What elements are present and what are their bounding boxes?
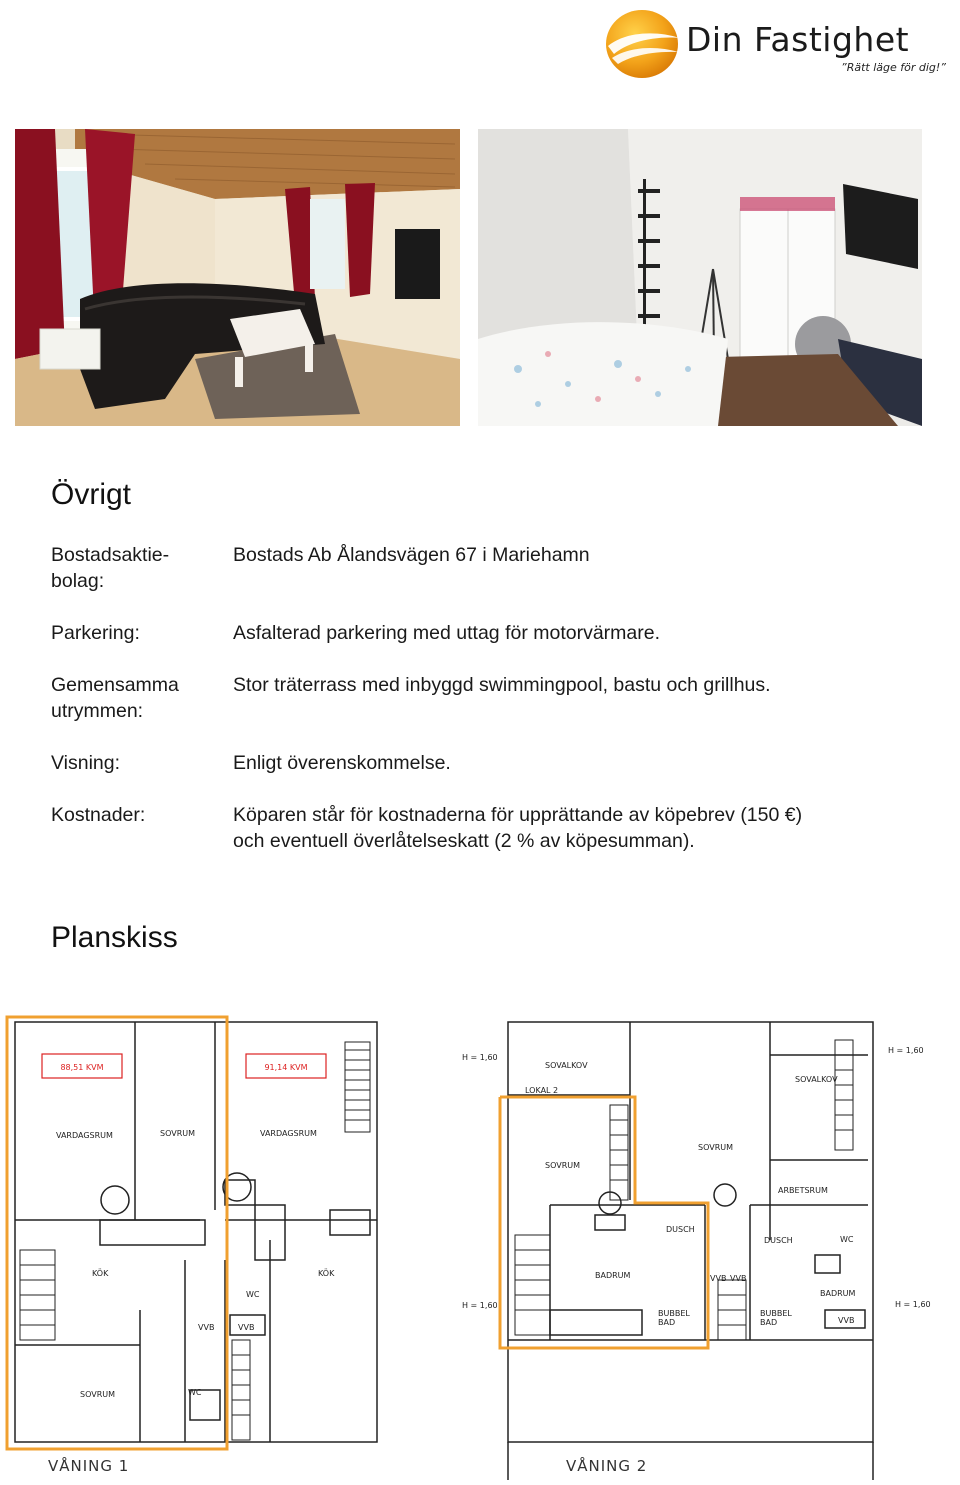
label-bostadsaktiebolag: Bostadsaktie- bolag: — [51, 544, 170, 592]
height-label: H = 1,60 — [462, 1301, 498, 1310]
room-label: VVB — [198, 1323, 215, 1332]
floor1-highlight — [7, 1017, 227, 1449]
floor-plan-1 — [0, 1010, 390, 1480]
room-label: BUBBEL BAD — [658, 1309, 690, 1327]
room-label: KÖK — [92, 1269, 109, 1278]
room-label: SOVRUM — [698, 1143, 734, 1152]
label-visning: Visning: — [51, 752, 121, 774]
brand-logo — [600, 4, 960, 84]
brand-name: Din Fastighet — [686, 20, 910, 59]
value-kostnader: Köparen står för kostnaderna för upprättande av köpebrev (150 €) och eventuell överlåtelseskatt (2 % av köpesumman). — [233, 804, 803, 852]
label-parkering: Parkering: — [51, 622, 140, 644]
room-label: VVB — [238, 1323, 255, 1332]
room-label: BUBBEL BAD — [760, 1309, 792, 1327]
room-label: SOVRUM — [545, 1161, 581, 1170]
area-label-left: 88,51 KVM — [60, 1063, 104, 1072]
living-room-photo — [15, 129, 460, 426]
bedroom-photo — [478, 129, 922, 426]
ovrigt-heading: Övrigt — [51, 478, 132, 511]
room-label: WC — [246, 1290, 260, 1299]
value-visning: Enligt överenskommelse. — [233, 752, 451, 774]
room-label: DUSCH — [764, 1236, 793, 1245]
room-label: KÖK — [318, 1269, 335, 1278]
room-label: VARDAGSRUM — [56, 1131, 113, 1140]
room-label: ARBETSRUM — [778, 1186, 828, 1195]
label-kostnader: Kostnader: — [51, 804, 146, 826]
brand-tagline: ”Rätt läge för dig!” — [841, 61, 946, 74]
room-label: VVB — [710, 1274, 727, 1283]
room-label: WC — [188, 1388, 202, 1397]
room-label: BADRUM — [820, 1289, 856, 1298]
value-gemensamma-utrymmen: Stor träterrass med inbyggd swimmingpool, bastu och grillhus. — [233, 674, 771, 696]
room-label: SOVALKOV — [795, 1075, 838, 1084]
room-label: BADRUM — [595, 1271, 631, 1280]
sun-logo-icon — [600, 4, 690, 84]
room-label: SOVRUM — [160, 1129, 196, 1138]
room-label: LOKAL 2 — [525, 1086, 559, 1095]
planskiss-heading: Planskiss — [51, 921, 178, 954]
room-label: VARDAGSRUM — [260, 1129, 317, 1138]
room-label: WC — [840, 1235, 854, 1244]
room-label: VVB — [838, 1316, 855, 1325]
room-label: SOVRUM — [80, 1390, 116, 1399]
floor1-label: VÅNING 1 — [48, 1457, 130, 1475]
height-label: H = 1,60 — [888, 1046, 924, 1055]
room-label: VVB — [730, 1274, 747, 1283]
height-label: H = 1,60 — [462, 1053, 498, 1062]
floor-plan-2 — [450, 1010, 960, 1480]
value-parkering: Asfalterad parkering med uttag för motorvärmare. — [233, 622, 661, 644]
floor2-label: VÅNING 2 — [566, 1457, 648, 1475]
height-label: H = 1,60 — [895, 1300, 931, 1309]
area-label-right: 91,14 KVM — [264, 1063, 308, 1072]
value-bostadsaktiebolag: Bostads Ab Ålandsvägen 67 i Mariehamn — [233, 544, 590, 566]
label-gemensamma-utrymmen: Gemensamma utrymmen: — [51, 674, 179, 722]
room-label: SOVALKOV — [545, 1061, 588, 1070]
room-label: DUSCH — [666, 1225, 695, 1234]
